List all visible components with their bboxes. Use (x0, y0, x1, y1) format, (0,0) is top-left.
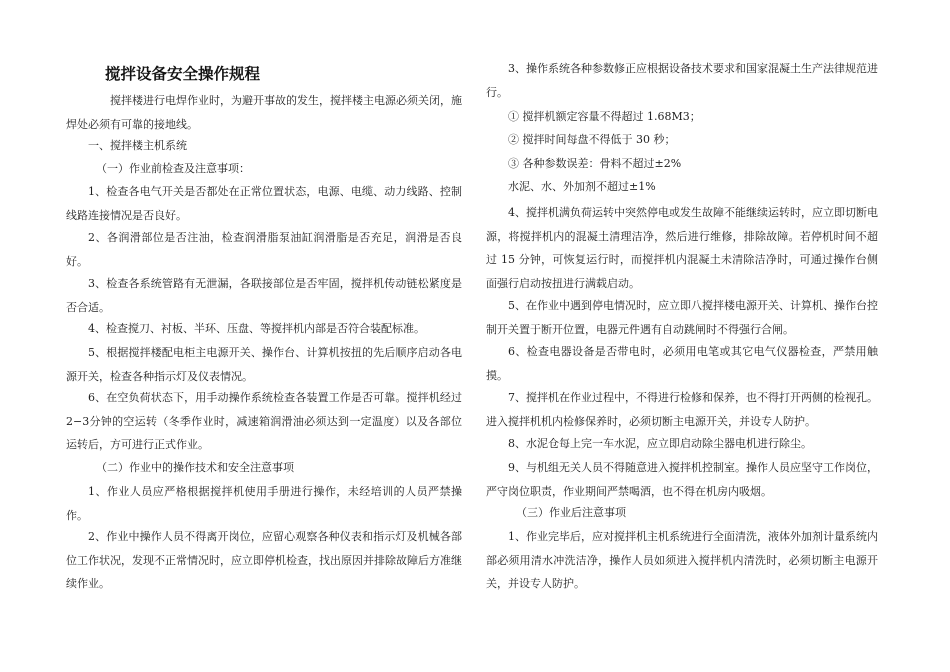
paragraph-item: 1、作业人员应严格根据搅拌机使用手册进行操作，未经培训的人员严禁操作。 (66, 485, 462, 522)
list-item-mix-time: ② 搅拌时间每盘不得低于 30 秒； (508, 133, 676, 146)
paragraph-item: 5、根据搅拌楼配电柜主电源开关、操作台、计算机按扭的先后顺序启动各电源开关，检查各种指示灯及仪表情况。 (66, 346, 462, 383)
paragraph-item: 1、检查各电气开关是否都处在正常位置状态，电源、电缆、动力线路、控制线路连接情况是否良好。 (66, 185, 462, 222)
paragraph-item: 2、各润滑部位是否注油，检查润滑脂泵油缸润滑脂是否充足，润滑是否良好。 (66, 231, 462, 268)
paragraph-item: 9、与机组无关人员不得随意进入搅拌机控制室。操作人员应坚守工作岗位，严守岗位职责，作业期间严禁喝酒，也不得在机房内吸烟。 (486, 461, 878, 498)
paragraph-item: 4、搅拌机满负荷运转中突然停电或发生故障不能继续运转时，应立即切断电源，将搅拌机内的混凝土清理洁净，然后进行维修，排除故障。若停机时间不超过 15 分钟，可恢复运行时，而搅拌机内混凝土未清除洁净时，可通过操作台侧面强行启动按扭进行满载启动。 (486, 206, 878, 290)
subsection-heading-post-work: （三）作业后注意事项 (516, 506, 626, 519)
paragraph-item: 4、检查搅刀、衬板、半环、压盘、等搅拌机内部是否符合装配标准。 (88, 322, 425, 335)
list-item-tolerance-cont: 水泥、水、外加剂不超过±1% (508, 180, 656, 193)
paragraph-intro: 搅拌楼进行电焊作业时，为避开事故的发生，搅拌楼主电源必须关闭，施焊处必须有可靠的接地线。 (66, 94, 462, 131)
paragraph-item: 6、在空负荷状态下，用手动操作系统检查各装置工作是否可靠。搅拌机经过2−3分钟的空运转（冬季作业时，减速箱润滑油必须达到一定温度）以及各部位运转后，方可进行正式作业。 (66, 391, 462, 451)
list-item-tolerance: ③ 各种参数误差：骨料不超过±2% (508, 157, 682, 170)
paragraph-item: 8、水泥仓每上完一车水泥，应立即启动除尘器电机进行除尘。 (508, 437, 812, 450)
paragraph-item: 2、作业中操作人员不得离开岗位，应留心观察各种仪表和指示灯及机械各部位工作状况，发现不正常情况时，应立即停机检查，找出原因并排除故障后方准继续作业。 (66, 530, 462, 590)
page-title: 搅拌设备安全操作规程 (105, 65, 261, 83)
paragraph-item: 3、检查各系统管路有无泄漏，各联接部位是否牢固，搅拌机传动链松紧度是否合适。 (66, 277, 462, 314)
paragraph-item: 1、作业完毕后，应对搅拌机主机系统进行全面清洗，液体外加剂计量系统内部必须用清水冲洗洁净，操作人员如须进入搅拌机内清洗时，必须切断主电源开关，并设专人防护。 (486, 530, 878, 590)
paragraph-item: 7、搅拌机在作业过程中，不得进行检修和保养，也不得打开两侧的检视孔。进入搅拌机机内检修保养时，必须切断主电源开关，并设专人防护。 (486, 391, 878, 428)
section-heading-mixer-system: 一、搅拌楼主机系统 (88, 139, 187, 152)
subsection-heading-pre-work: （一）作业前检查及注意事项： (96, 162, 250, 175)
paragraph-item: 5、在作业中遇到停电情况时，应立即八搅拌楼电源开关、计算机、操作台控制开关置于断开位置，电器元件遇有自动跳闸时不得强行合闸。 (486, 299, 878, 336)
subsection-heading-during-work: （二）作业中的操作技术和安全注意事项 (96, 461, 294, 474)
list-item-capacity: ① 搅拌机额定容量不得超过 1.68M3； (508, 110, 701, 123)
paragraph-item: 3、操作系统各种参数修正应根据设备技术要求和国家混凝土生产法律规范进行。 (486, 62, 878, 99)
paragraph-item: 6、检查电器设备是否带电时，必须用电笔或其它电气仪器检查，严禁用触摸。 (486, 345, 878, 382)
